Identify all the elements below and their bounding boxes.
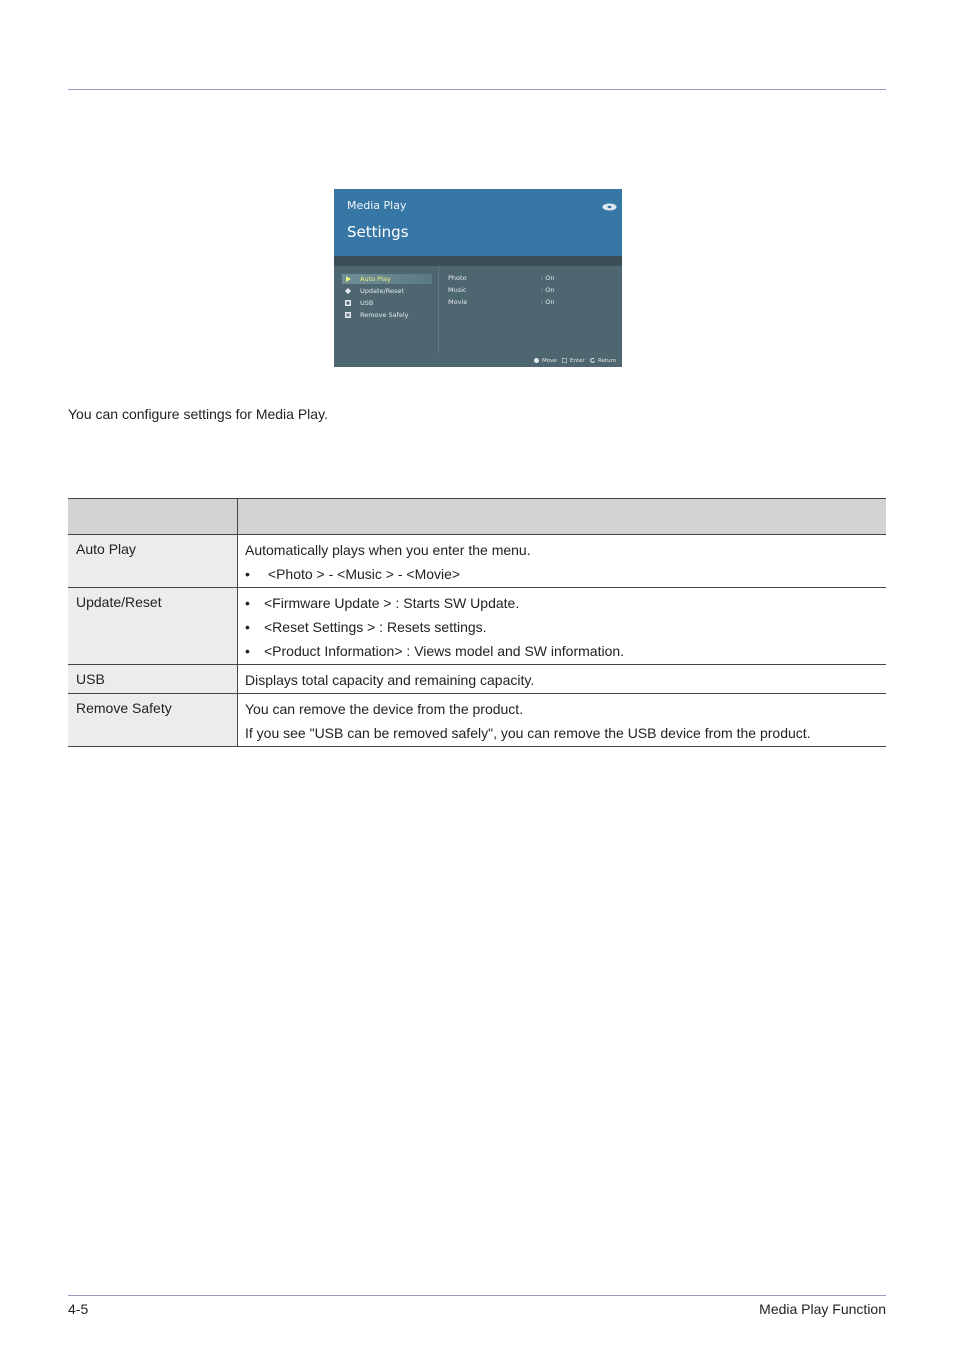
option-photo-value[interactable]: : On — [541, 274, 555, 282]
row-name: Remove Safety — [68, 694, 238, 747]
option-movie-label: Movie — [448, 298, 468, 306]
intro-text: You can configure settings for Media Play. — [68, 406, 328, 422]
update-icon — [345, 288, 351, 294]
screen-header — [334, 189, 622, 256]
table-header-row — [68, 499, 886, 535]
row-name: USB — [68, 665, 238, 694]
usb-device-icon — [602, 203, 617, 211]
description-line: If you see "USB can be removed safely", you can remove the USB device from the product. — [245, 725, 811, 741]
media-play-settings-screen — [334, 189, 622, 367]
row-description — [238, 588, 887, 665]
screen-app-title: Media Play — [347, 199, 407, 212]
footer-rule — [68, 1295, 886, 1296]
menu-item-update-reset[interactable] — [342, 286, 432, 296]
screen-divider-strip — [334, 256, 622, 266]
header-rule — [68, 89, 886, 90]
table-header-cell — [238, 499, 887, 535]
usb-icon — [345, 300, 351, 306]
table-row — [68, 535, 886, 588]
footer-enter-label: Enter — [570, 358, 585, 364]
description-bullet: • <Reset Settings > : Resets settings. — [245, 618, 878, 636]
menu-item-usb[interactable] — [342, 298, 432, 308]
option-music-value[interactable]: : On — [541, 286, 555, 294]
description-bullet: • <Firmware Update > : Starts SW Update. — [245, 594, 878, 612]
row-description — [238, 694, 887, 747]
footer-move-label: Move — [542, 358, 557, 364]
description-line: You can remove the device from the product. — [245, 701, 524, 717]
enter-icon — [562, 358, 567, 363]
table-header-cell — [68, 499, 238, 535]
remove-icon — [345, 312, 351, 318]
settings-table — [68, 498, 886, 747]
footer-enter — [562, 355, 585, 367]
menu-item-label: Remove Safely — [360, 311, 409, 319]
table-row — [68, 665, 886, 694]
description-line: Automatically plays when you enter the menu. — [245, 542, 531, 558]
option-movie-value[interactable]: : On — [541, 298, 555, 306]
menu-item-label: Update/Reset — [360, 287, 404, 295]
settings-menu — [334, 266, 439, 354]
screen-footer — [334, 355, 622, 367]
menu-item-label: USB — [360, 299, 374, 307]
description-bullet: • <Photo > - <Music > - <Movie> — [245, 565, 878, 583]
menu-item-label: Auto Play — [360, 275, 391, 283]
page-number: 4-5 — [68, 1301, 89, 1317]
table-row — [68, 694, 886, 747]
row-name: Auto Play — [68, 535, 238, 588]
menu-item-auto-play[interactable] — [342, 274, 432, 284]
footer-return-label: Return — [598, 358, 617, 364]
table-row — [68, 588, 886, 665]
chapter-title: Media Play Function — [759, 1301, 886, 1317]
footer-return — [590, 355, 616, 367]
option-photo-label: Photo — [448, 274, 467, 282]
option-music-label: Music — [448, 286, 467, 294]
description-bullet: • <Product Information> : Views model and SW information. — [245, 642, 878, 660]
row-description — [238, 665, 887, 694]
footer-move — [534, 355, 557, 367]
screen-page-title: Settings — [347, 223, 409, 241]
description-line: Displays total capacity and remaining capacity. — [245, 672, 535, 688]
menu-item-remove-safely[interactable] — [342, 310, 432, 320]
move-icon — [534, 358, 539, 363]
row-description — [238, 535, 887, 588]
row-name: Update/Reset — [68, 588, 238, 665]
play-icon — [345, 276, 351, 282]
return-icon — [590, 358, 595, 363]
